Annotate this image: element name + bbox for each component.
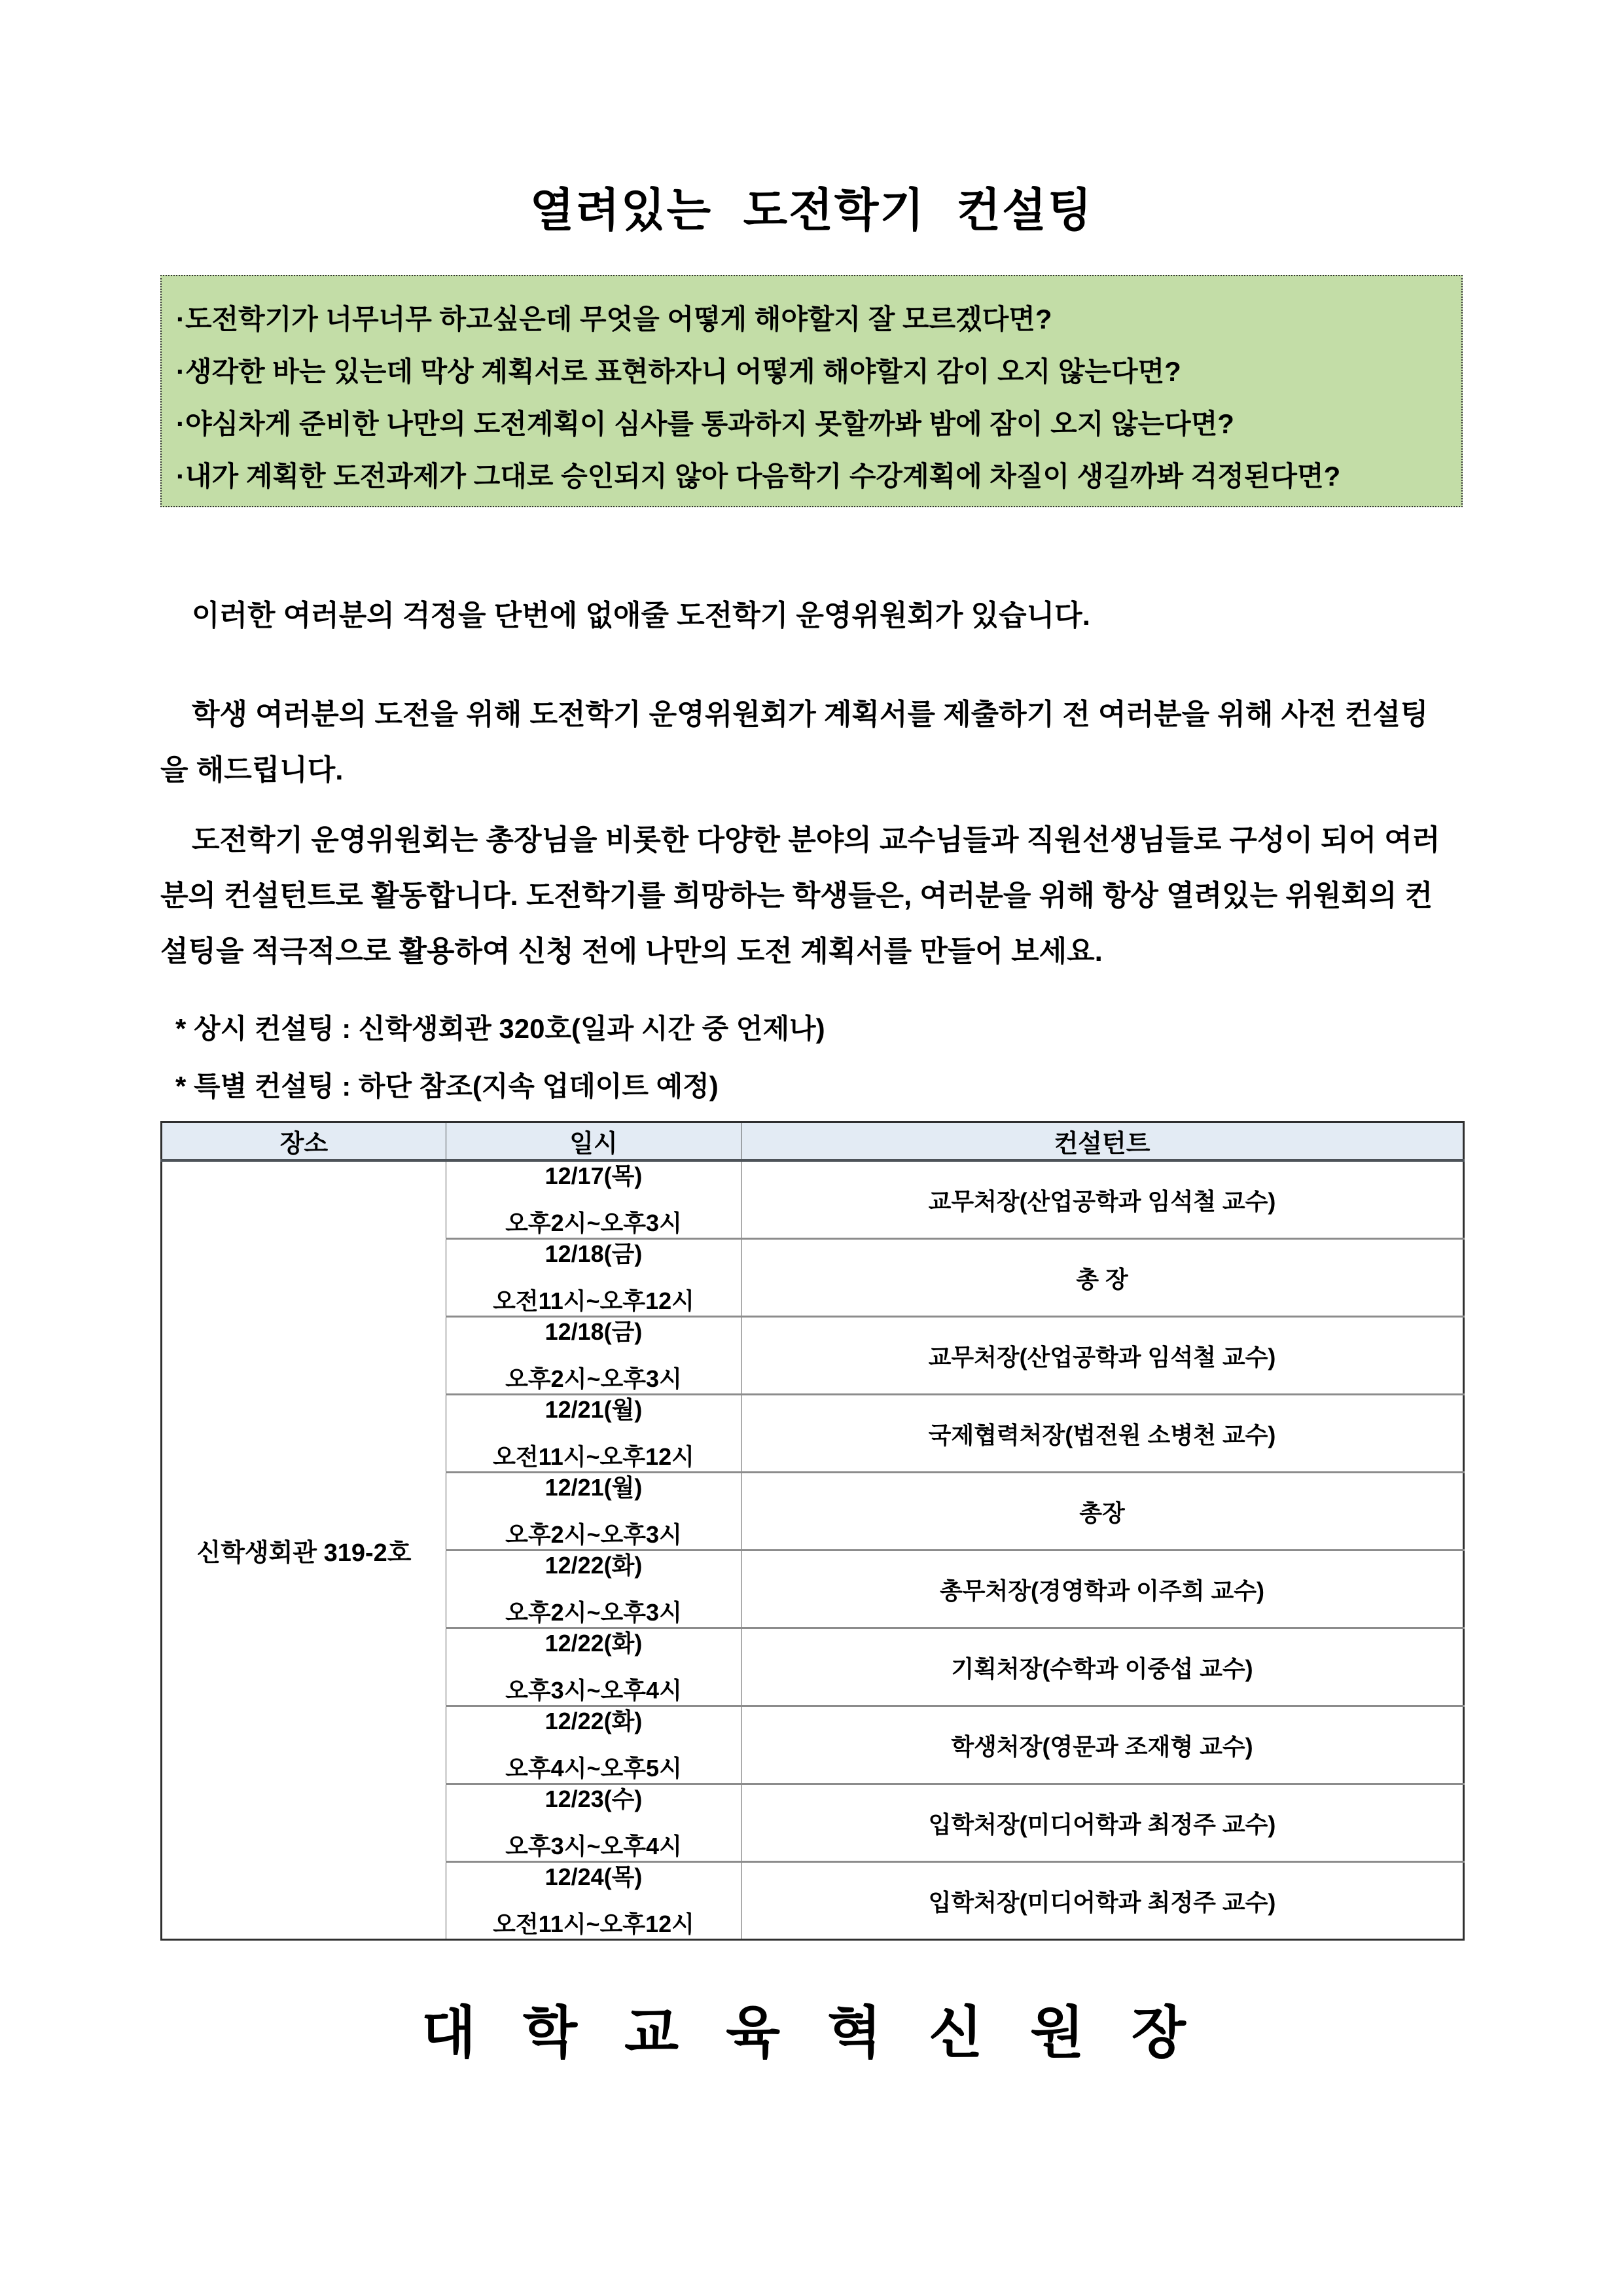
header-place: 장소 <box>162 1122 446 1161</box>
consultant-cell: 총장 <box>741 1473 1464 1551</box>
page-title: 열려있는 도전학기 컨설팅 <box>529 184 1094 236</box>
datetime-cell <box>446 1706 741 1784</box>
date-text: 12/21(월) <box>544 1396 643 1423</box>
paragraph <box>160 687 1463 798</box>
header-consultant: 컨설턴트 <box>741 1122 1464 1161</box>
place-cell: 신학생회관 319-2호 <box>162 1160 446 1940</box>
consultant-cell: 교무처장(산업공학과 임석철 교수) <box>741 1317 1464 1395</box>
datetime-cell <box>446 1160 741 1239</box>
note-line: * 특별 컨설팅 : 하단 참조(지속 업데이트 예정) <box>175 1071 719 1102</box>
consulting-notes <box>175 1000 1458 1115</box>
consultant-cell: 입학처장(미디어학과 최정주 교수) <box>741 1784 1464 1862</box>
time-text: 오후2시~오후3시 <box>505 1521 682 1548</box>
datetime-cell <box>446 1395 741 1473</box>
time-text: 오후2시~오후3시 <box>505 1599 682 1626</box>
time-text: 오후3시~오후4시 <box>505 1677 682 1704</box>
paragraph-line: 설팅을 적극적으로 활용하여 신청 전에 나만의 도전 계획서를 만들어 보세요. <box>160 935 1103 967</box>
date-text: 12/17(목) <box>544 1162 643 1189</box>
consultant-cell: 국제협력처장(법전원 소병천 교수) <box>741 1395 1464 1473</box>
paragraph-line: 을 해드립니다. <box>160 754 344 786</box>
paragraph <box>160 588 1463 643</box>
time-text: 오전11시~오후12시 <box>493 1443 694 1470</box>
signature-title: 대 학 교 육 혁 신 원 장 <box>421 2001 1202 2064</box>
highlight-bullet: · 내가 계획한 도전과제가 그대로 승인되지 않아 다음학기 수강계획에 차질이 생길까봐 걱정된다면? <box>176 450 1448 503</box>
paragraph-line: 이러한 여러분의 걱정을 단번에 없애줄 도전학기 운영위원회가 있습니다. <box>192 600 1090 632</box>
date-text: 12/22(화) <box>544 1552 643 1579</box>
paragraph-line: 분의 컨설턴트로 활동합니다. 도전학기를 희망하는 학생들은, 여러분을 위해 항상 열려있는 위원회의 컨 <box>160 880 1433 912</box>
consultant-cell: 기획처장(수학과 이중섭 교수) <box>741 1628 1464 1706</box>
date-text: 12/22(화) <box>544 1708 643 1734</box>
time-text: 오후2시~오후3시 <box>505 1365 682 1392</box>
date-text: 12/24(목) <box>544 1863 643 1890</box>
time-text: 오후4시~오후5시 <box>505 1755 682 1782</box>
table-body <box>162 1160 1464 1940</box>
consultant-cell: 총 장 <box>741 1239 1464 1317</box>
time-text: 오전11시~오후12시 <box>493 1910 694 1937</box>
note-line: * 상시 컨설팅 : 신학생회관 320호(일과 시간 중 언제나) <box>175 1013 825 1044</box>
header-datetime: 일시 <box>446 1122 741 1161</box>
datetime-cell <box>446 1473 741 1551</box>
consultant-cell: 교무처장(산업공학과 임석철 교수) <box>741 1160 1464 1239</box>
date-text: 12/22(화) <box>544 1630 643 1657</box>
time-text: 오전11시~오후12시 <box>493 1287 694 1314</box>
paragraph-line: 학생 여러분의 도전을 위해 도전학기 운영위원회가 계획서를 제출하기 전 여러분을 위해 사전 컨설팅 <box>192 698 1429 730</box>
date-text: 12/18(금) <box>544 1240 643 1267</box>
date-text: 12/18(금) <box>544 1318 643 1345</box>
datetime-cell <box>446 1317 741 1395</box>
highlight-box <box>160 275 1463 507</box>
time-text: 오후2시~오후3시 <box>505 1210 682 1236</box>
paragraph <box>160 812 1463 979</box>
consulting-schedule-table <box>160 1121 1465 1941</box>
consultant-cell: 총무처장(경영학과 이주희 교수) <box>741 1551 1464 1628</box>
table-header-row <box>162 1122 1464 1161</box>
datetime-cell <box>446 1551 741 1628</box>
consultant-cell: 입학처장(미디어학과 최정주 교수) <box>741 1862 1464 1940</box>
body-paragraphs <box>160 588 1463 979</box>
consultant-cell: 학생처장(영문과 조재형 교수) <box>741 1706 1464 1784</box>
highlight-bullet: · 야심차게 준비한 나만의 도전계획이 심사를 통과하지 못할까봐 밤에 잠이 오지 않는다면? <box>176 398 1448 450</box>
datetime-cell <box>446 1862 741 1940</box>
datetime-cell <box>446 1239 741 1317</box>
time-text: 오후3시~오후4시 <box>505 1833 682 1859</box>
highlight-bullet: · 생각한 바는 있는데 막상 계획서로 표현하자니 어떻게 해야할지 감이 오지 않는다면? <box>176 346 1448 398</box>
date-text: 12/23(수) <box>544 1785 643 1812</box>
datetime-cell <box>446 1628 741 1706</box>
paragraph-line: 도전학기 운영위원회는 총장님을 비롯한 다양한 분야의 교수님들과 직원선생님들로 구성이 되어 여러 <box>192 824 1440 856</box>
table-row <box>162 1160 1464 1239</box>
highlight-bullet: · 도전학기가 너무너무 하고싶은데 무엇을 어떻게 해야할지 잘 모르겠다면? <box>176 293 1448 346</box>
datetime-cell <box>446 1784 741 1862</box>
date-text: 12/21(월) <box>544 1474 643 1501</box>
